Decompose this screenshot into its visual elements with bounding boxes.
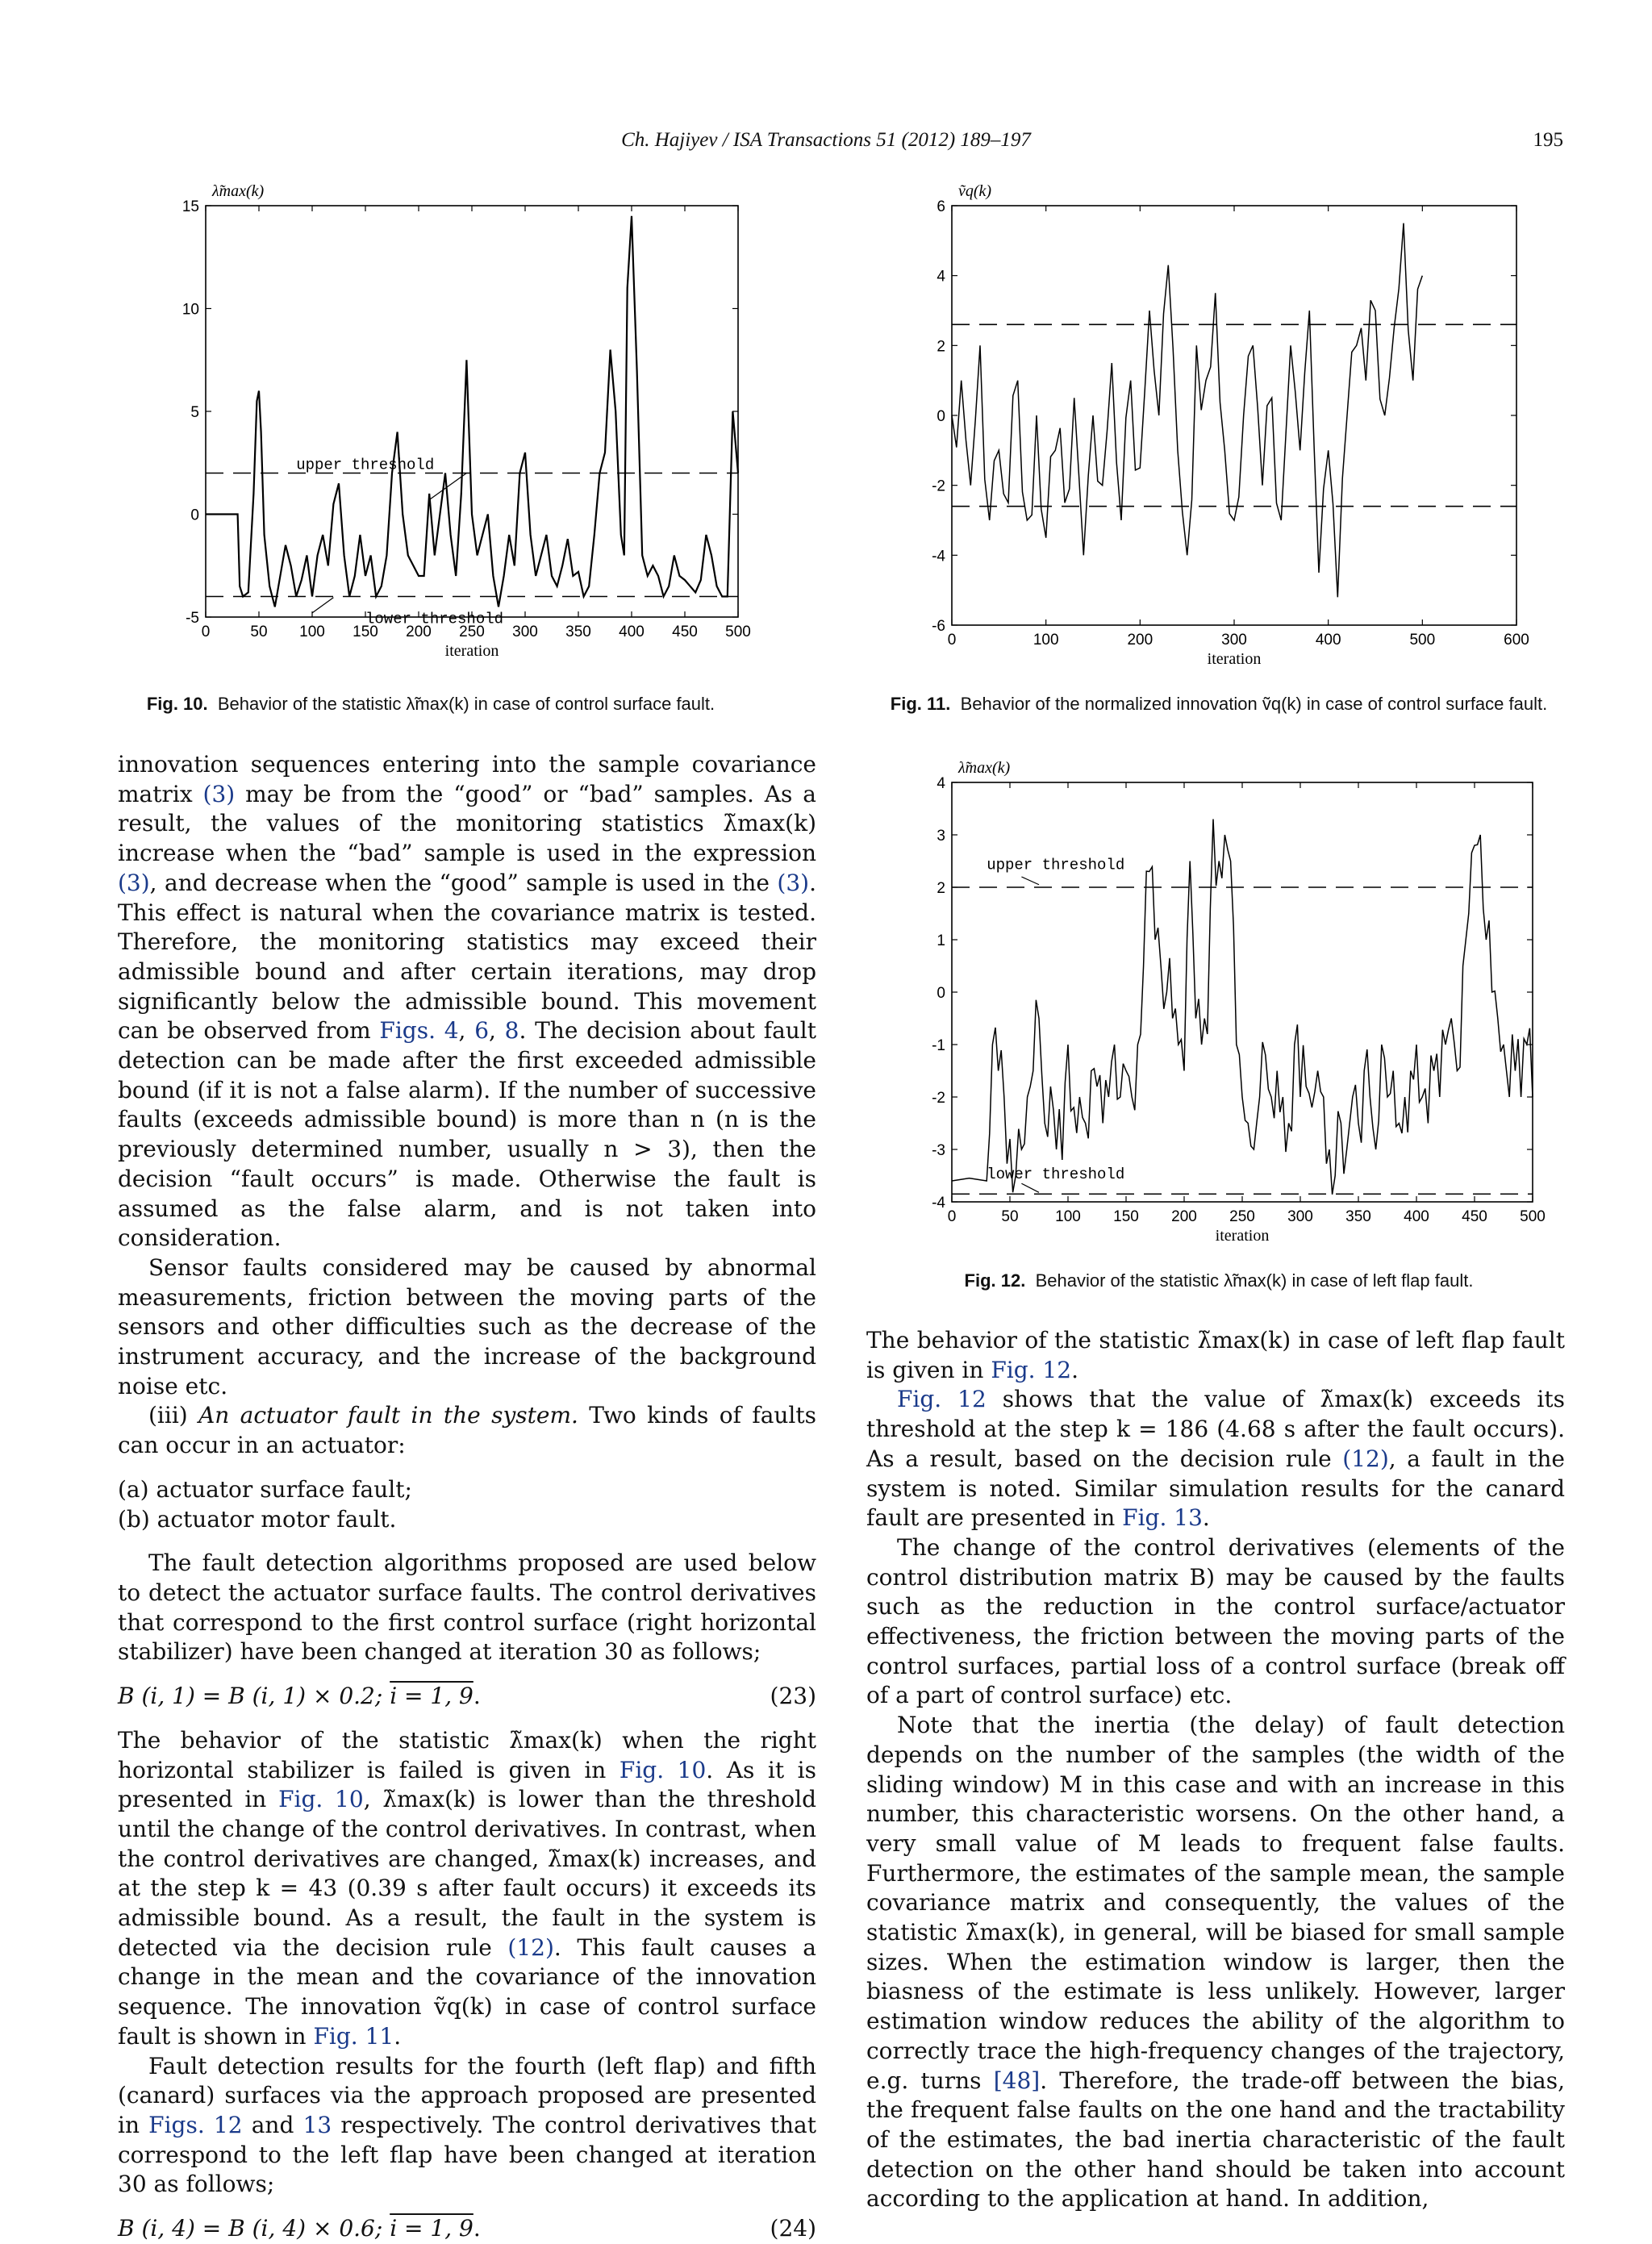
y-tick-label: -3 [932, 1142, 945, 1159]
text: The behavior of the statistic λ̃max(k) when the right horizontal stabilizer is failed is given in [118, 1726, 816, 1783]
series-line [952, 223, 1422, 598]
paragraph [118, 1726, 816, 2052]
y-tick-label: 2 [937, 338, 945, 356]
annotation-leader [1021, 877, 1039, 885]
y-tick-label: 6 [937, 198, 945, 215]
x-tick-label: 500 [725, 624, 751, 640]
x-tick-label: 600 [1504, 632, 1529, 649]
text: . This effect is natural when the covariance matrix is tested. Therefore, the monitoring statistics may exceed their admissible bound and after certain iterations, may drop significantly below the admissible bound. This movement can be observed from [118, 869, 816, 1045]
x-tick-label: 300 [512, 624, 538, 640]
lower-threshold-label: lower threshold [987, 1165, 1125, 1183]
text: i = 1, 9 [390, 1683, 473, 1710]
figure-10-caption [0, 694, 861, 715]
figure-link[interactable]: Fig. 10 [619, 1756, 707, 1783]
text: , a fault in the system is noted. Similar simulation results for the canard fault are presented in [866, 1445, 1566, 1532]
x-tick-label: 500 [1409, 632, 1436, 649]
x-tick-label: 250 [1229, 1208, 1255, 1225]
text: . [1071, 1356, 1078, 1383]
text: , and decrease when the “good” sample is used in the [149, 869, 778, 896]
paragraph: Sensor faults considered may be caused by abnormal measurements, friction between the moving parts of the sensors and other difficulties such as the decrease of the instrument accuracy, and the increase of the background noise etc. [118, 1253, 816, 1399]
page-number: 195 [1533, 129, 1563, 151]
equation-24 [118, 2214, 816, 2244]
figure-10-caption-text: Behavior of the statistic λ̃max(k) in case of control surface fault. [217, 694, 715, 714]
x-tick-label: 50 [1001, 1208, 1019, 1225]
x-tick-label: 100 [1032, 632, 1059, 649]
x-tick-label: 100 [299, 624, 325, 640]
x-tick-label: 150 [1113, 1208, 1139, 1225]
eq-link[interactable]: (12) [507, 1933, 554, 1961]
text: and [242, 2111, 303, 2138]
text: , λ̃max(k) is lower than the threshold until the change of the control derivatives. In contrast, when the control derivatives are changed, λ̃max(k) increases, and at the step k = 43 (0.39 s after fault occurs) it exceeds its admissible bound. As a result, the fault in the system is detected via the decision rule [118, 1786, 816, 1961]
x-tick-label: 350 [1345, 1208, 1371, 1225]
series-line [206, 216, 738, 607]
text: . Therefore, the trade-off between the bias, the frequent false faults on the one hand and the tractability of the estimates, the bad inertia characteristic of the fault detection on the other hand should be taken into account according to the application at hand. In addition, [866, 2067, 1565, 2213]
x-axis-label: iteration [1215, 1227, 1270, 1245]
text: respectively. The control derivatives that correspond to the left flap have been changed at iteration 30 as follows; [118, 2111, 817, 2198]
text: Fault detection results for the fourth (left flap) and fifth (canard) surfaces via the approach proposed are presented in [118, 2052, 816, 2138]
figure-link[interactable]: Figs. 12 [148, 2111, 243, 2138]
upper-threshold-label: upper threshold [296, 456, 435, 474]
text: An actuator fault in the system. [198, 1402, 578, 1429]
plot-frame [952, 782, 1533, 1202]
text: . [473, 2215, 481, 2242]
x-tick-label: 450 [1462, 1208, 1487, 1225]
figure-link[interactable]: 8 [504, 1017, 519, 1045]
series-line [952, 820, 1533, 1195]
text: The behavior of the statistic λ̃max(k) in case of left flap fault is given in [866, 1327, 1565, 1383]
text: innovation sequences entering into the sample covariance matrix [118, 751, 816, 807]
y-tick-label: -2 [932, 478, 945, 495]
eq-link[interactable]: (3) [202, 780, 236, 807]
x-tick-label: 0 [947, 632, 957, 649]
figure-11-caption-text: Behavior of the normalized innovation ṽq(k) in case of control surface fault. [960, 694, 1548, 714]
x-tick-label: 400 [1315, 632, 1341, 649]
plot-frame [206, 206, 738, 617]
figure-link[interactable]: 13 [302, 2111, 332, 2138]
figure-11-caption [867, 694, 1571, 715]
figure-11-caption-label: Fig. 11. [890, 694, 951, 714]
y-tick-label: 5 [190, 404, 199, 421]
x-tick-label: 200 [1171, 1208, 1197, 1225]
y-tick-label: -1 [932, 1037, 945, 1054]
text: . [1202, 1504, 1210, 1532]
upper-threshold-label: upper threshold [987, 856, 1125, 874]
y-axis-label: ṽq(k) [958, 182, 992, 200]
text: shows that the value of λ̃max(k) exceeds its threshold at the step k = 186 (4.68 s after the fault occurs). As a result, based on the decision rule [866, 1386, 1565, 1472]
paragraph [118, 1401, 816, 1460]
x-tick-label: 400 [619, 624, 645, 640]
figure-12-caption-text: Behavior of the statistic λ̃max(k) in case of left flap fault. [1035, 1270, 1474, 1291]
equation-number: (23) [770, 1683, 816, 1710]
figure-12-caption-label: Fig. 12. [964, 1270, 1026, 1291]
y-tick-label: -6 [932, 618, 945, 635]
y-axis-label: λ̃max(k) [958, 759, 1011, 777]
x-tick-label: 250 [459, 624, 485, 640]
figure-11 [916, 173, 1545, 674]
figure-11-chart [916, 173, 1545, 674]
annotation-leader [1021, 1183, 1039, 1192]
x-tick-label: 500 [1520, 1208, 1546, 1225]
x-tick-label: 100 [1055, 1208, 1081, 1225]
equation-number: (24) [770, 2215, 816, 2242]
text: , [489, 1017, 505, 1045]
figure-link[interactable]: Fig. 13 [1122, 1504, 1203, 1532]
x-tick-label: 200 [1127, 632, 1153, 649]
paragraph: The change of the control derivatives (elements of the control distribution matrix B) may be caused by the faults such as the reduction in the control surface/actuator effectiveness, the friction between the moving parts of the control surfaces, partial loss of a control surface (break off of a part of control surface) etc. [866, 1533, 1565, 1709]
text: B (i, 4) = B (i, 4) × 0.6; [118, 2215, 390, 2242]
paragraph [866, 1385, 1565, 1533]
figure-10-chart [153, 173, 782, 674]
text: , [458, 1017, 475, 1045]
lower-threshold-label: lower threshold [365, 610, 504, 628]
y-tick-label: 4 [937, 268, 945, 286]
eq-link[interactable]: (3) [777, 869, 810, 896]
x-tick-label: 50 [250, 624, 268, 640]
x-tick-label: 0 [947, 1208, 957, 1225]
figure-link[interactable]: Figs. 4 [379, 1017, 459, 1045]
figure-link[interactable]: Fig. 12 [991, 1356, 1072, 1383]
fault-list [118, 1475, 816, 1534]
figure-link[interactable]: Fig. 10 [278, 1786, 364, 1813]
y-axis-label: λ̃max(k) [212, 182, 265, 200]
x-axis-label: iteration [1207, 650, 1262, 668]
x-tick-label: 450 [672, 624, 698, 640]
y-tick-label: -2 [932, 1090, 945, 1107]
x-tick-label: 200 [406, 624, 432, 640]
text: Two kinds of faults can occur in an actuator: [118, 1402, 816, 1459]
figure-12-chart [916, 750, 1545, 1250]
figure-10 [153, 173, 782, 674]
journal-citation: Ch. Hajiyev / ISA Transactions 51 (2012) 189–197 [621, 129, 1031, 151]
figure-link[interactable]: 6 [474, 1017, 490, 1045]
y-tick-label: 0 [937, 985, 945, 1002]
paragraph [866, 1326, 1565, 1385]
text: may be from the “good” or “bad” samples. As a result, the values of the monitoring statistics λ̃max(k) increase when the “bad” sample is used in the expression [118, 780, 816, 867]
paragraph [118, 750, 816, 1253]
list-item: (a) actuator surface fault; [118, 1475, 412, 1503]
figure-12-caption [867, 1270, 1571, 1291]
x-axis-label: iteration [444, 642, 499, 660]
figure-link[interactable]: Fig. 12 [897, 1386, 987, 1413]
figure-10-caption-label: Fig. 10. [146, 694, 208, 714]
x-tick-label: 0 [201, 624, 211, 640]
equation-23 [118, 1682, 816, 1712]
eq-link[interactable]: (12) [1342, 1445, 1389, 1472]
equation-body [118, 1682, 481, 1712]
left-column [118, 750, 816, 2244]
eq-link[interactable]: (3) [118, 869, 150, 896]
y-tick-label: 15 [181, 198, 199, 215]
y-tick-label: 10 [181, 301, 199, 319]
y-tick-label: 0 [937, 408, 945, 425]
list-item: (b) actuator motor fault. [118, 1505, 397, 1533]
right-column [866, 1326, 1565, 2214]
paragraph [118, 2052, 816, 2200]
text: B (i, 1) = B (i, 1) × 0.2; [118, 1683, 390, 1710]
text: Note that the inertia (the delay) of fault detection depends on the number of the samples (the width of the sliding window) M in this case and with an increase in this number, this characteristic worsens. On the other hand, a very small value of M leads to frequent false faults. Furthermore, the estimates of the sample mean, the sample covariance matrix and consequently, the values of the statistic λ̃max(k), in general, will be biased for small sample sizes. When the estimation window is larger, then the biasness of the estimate is less unlikely. However, larger estimation window reduces the ability of the algorithm to correctly trace the high-frequency changes of the trajectory, e.g. turns [866, 1712, 1565, 2094]
annotation-leader [312, 598, 333, 613]
paragraph [866, 1711, 1565, 2214]
equation-body [118, 2214, 481, 2244]
y-tick-label: -5 [186, 610, 199, 627]
y-tick-label: -4 [932, 548, 945, 565]
y-tick-label: 4 [937, 775, 945, 792]
text: . [394, 2022, 402, 2050]
x-tick-label: 400 [1404, 1208, 1429, 1225]
x-tick-label: 350 [565, 624, 591, 640]
paragraph: The fault detection algorithms proposed are used below to detect the actuator surface faults. The control derivatives that correspond to the first control surface (right horizontal stabilizer) have been changed at iteration 30 as follows; [118, 1550, 816, 1666]
figure-12 [916, 750, 1545, 1250]
page-header [0, 127, 1652, 156]
text: i = 1, 9 [390, 2215, 473, 2242]
y-tick-label: 3 [937, 828, 945, 845]
y-tick-label: 0 [190, 507, 199, 524]
y-tick-label: -4 [932, 1195, 945, 1212]
text: . [473, 1683, 481, 1710]
figure-link[interactable]: Fig. 11 [313, 2022, 394, 2050]
text: . This fault causes a change in the mean and the covariance of the innovation sequence. The innovation ṽq(k) in case of control surface fault is shown in [118, 1933, 816, 2050]
x-tick-label: 300 [1287, 1208, 1313, 1225]
x-tick-label: 150 [353, 624, 378, 640]
text: (iii) [148, 1402, 199, 1429]
text: . The decision about fault detection can be made after the first exceeded admissible bound (if it is not a false alarm). If the number of successive faults (exceeds admissible bound) is more than n (n is the previously determined number, usually n > 3), then the decision “fault occurs” is made. Otherwise the fault is assumed as the false alarm, and is not taken into consideration. [118, 1017, 816, 1252]
reference-link[interactable]: [48] [993, 2067, 1041, 2094]
text: . As it is presented in [118, 1756, 816, 1813]
y-tick-label: 1 [937, 932, 945, 949]
y-tick-label: 2 [937, 880, 945, 897]
x-tick-label: 300 [1221, 632, 1247, 649]
